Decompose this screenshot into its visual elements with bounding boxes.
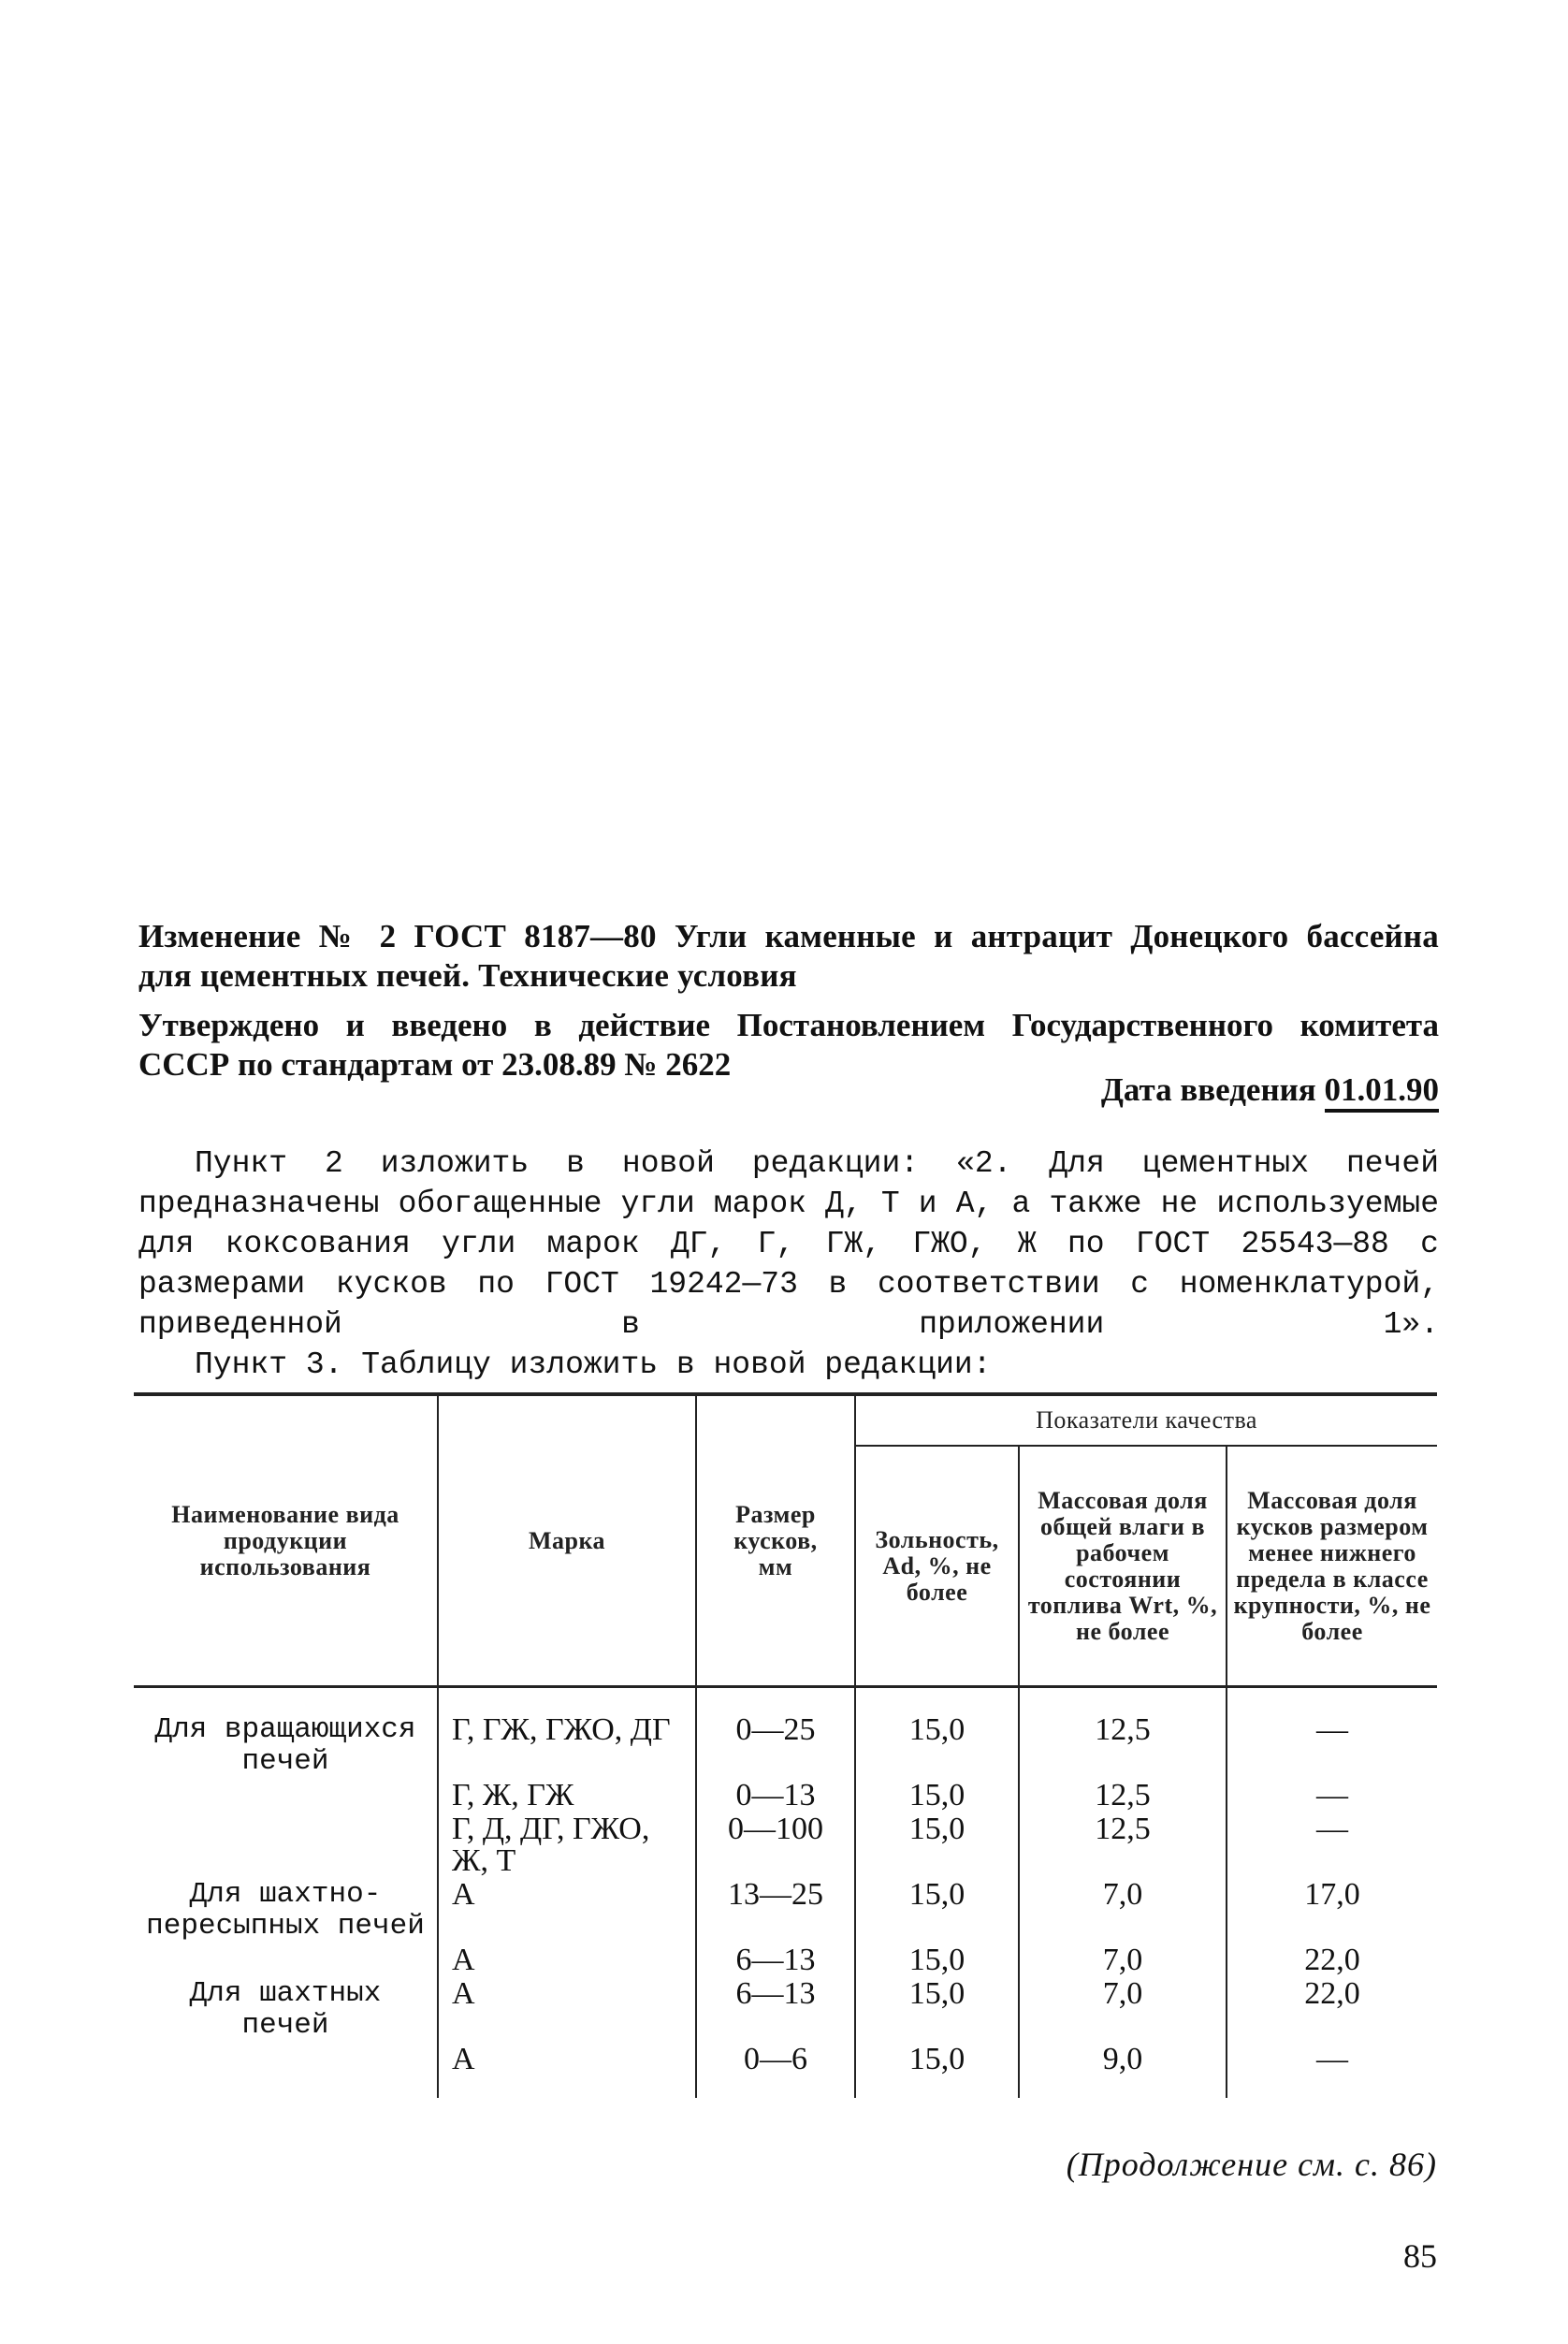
cell-product-type	[134, 2042, 438, 2098]
cell-size: 6—13	[696, 1976, 855, 2042]
cell-moisture: 7,0	[1019, 1877, 1227, 1943]
quality-table	[134, 1392, 1437, 2098]
cell-mark: Г, ГЖ, ГЖО, ДГ	[438, 1687, 696, 1779]
header-size: Размер кусков, мм	[696, 1394, 855, 1687]
title-line-2: для цементных печей. Технические условия	[138, 957, 797, 994]
cell-product-type: Для шахтных печей	[189, 1977, 382, 2042]
cell-product-type	[134, 1812, 438, 1877]
cell-moisture: 12,5	[1019, 1687, 1227, 1779]
cell-fraction: —	[1227, 1812, 1437, 1877]
cell-fraction: 22,0	[1227, 1976, 1437, 2042]
cell-size: 6—13	[696, 1943, 855, 1976]
continuation-note: (Продолжение см. с. 86)	[1066, 2146, 1437, 2183]
cell-fraction: —	[1227, 1687, 1437, 1779]
cell-size: 0—25	[696, 1687, 855, 1779]
cell-fraction: —	[1227, 1778, 1437, 1812]
table-body	[134, 1687, 1437, 2099]
cell-size: 0—100	[696, 1812, 855, 1877]
table-row	[134, 1687, 1437, 1779]
cell-size: 0—13	[696, 1778, 855, 1812]
cell-ash: 15,0	[855, 1976, 1019, 2042]
cell-mark: А	[438, 1943, 696, 1976]
cell-size: 13—25	[696, 1877, 855, 1943]
table-row	[134, 2042, 1437, 2098]
cell-ash: 15,0	[855, 2042, 1019, 2098]
effective-date-label: Дата введения	[1100, 1071, 1316, 1108]
cell-ash: 15,0	[855, 1687, 1019, 1779]
header-mark: Марка	[438, 1394, 696, 1687]
cell-product-type: Для вращающихся печей	[154, 1713, 416, 1778]
cell-ash: 15,0	[855, 1812, 1019, 1877]
approval-line-1: Утверждено и введено в действие Постановлением Государственного комитета	[138, 1007, 1439, 1043]
cell-fraction: 17,0	[1227, 1877, 1437, 1943]
cell-mark: Г, Ж, ГЖ	[438, 1778, 696, 1812]
header-quality-indicators: Показатели качества	[855, 1394, 1437, 1446]
cell-product-type	[134, 1943, 438, 1976]
effective-date-value: 01.01.90	[1325, 1071, 1440, 1113]
table-row	[134, 1943, 1437, 1976]
cell-mark: А	[438, 2042, 696, 2098]
header-fraction: Массовая доля кусков размером менее нижнего предела в классе крупности, %, не более	[1227, 1446, 1437, 1687]
header-product-type: Наименование вида продукции использования	[134, 1394, 438, 1687]
title-line-1: Изменение № 2 ГОСТ 8187—80 Угли каменные и антрацит Донецкого бассейна	[138, 918, 1439, 954]
cell-mark: Г, Д, ДГ, ГЖО, Ж, Т	[438, 1812, 696, 1877]
cell-fraction: —	[1227, 2042, 1437, 2098]
cell-fraction: 22,0	[1227, 1943, 1437, 1976]
cell-size: 0—6	[696, 2042, 855, 2098]
cell-product-type	[134, 1778, 438, 1812]
cell-mark: А	[438, 1877, 696, 1943]
cell-ash: 15,0	[855, 1877, 1019, 1943]
table-row	[134, 1976, 1437, 2042]
cell-moisture: 7,0	[1019, 1943, 1227, 1976]
cell-moisture: 12,5	[1019, 1812, 1227, 1877]
cell-product-type: Для шахтно-пересыпных печей	[146, 1878, 425, 1943]
table-row	[134, 1812, 1437, 1877]
cell-mark: А	[438, 1976, 696, 2042]
table-row	[134, 1877, 1437, 1943]
header-moisture: Массовая доля общей влаги в рабочем состоянии топлива Wrt, %, не более	[1019, 1446, 1227, 1687]
header-ash	[855, 1446, 1019, 1687]
paragraph-point-3: Пункт 3. Таблицу изложить в новой редакции:	[195, 1347, 992, 1382]
effective-date	[1101, 1071, 1439, 1109]
paragraph-point-2: Пункт 2 изложить в новой редакции: «2. Для цементных печей предназначены обогащенные угли марок Д, Т и А, а также не используемые для коксования угли марок ДГ, Г, ГЖ, ГЖО, Ж по ГОСТ 25543—88 с размерами кусков по ГОСТ 19242—73 в соответствии с номенклатурой, приведенной в приложении 1».	[138, 1146, 1439, 1342]
cell-moisture: 12,5	[1019, 1778, 1227, 1812]
cell-moisture: 9,0	[1019, 2042, 1227, 2098]
approval-line-2: СССР по стандартам от 23.08.89 № 2622	[138, 1046, 732, 1083]
cell-ash: 15,0	[855, 1778, 1019, 1812]
cell-moisture: 7,0	[1019, 1976, 1227, 2042]
cell-ash: 15,0	[855, 1943, 1019, 1976]
header-ash-text: Зольность, Ad, %, не более	[875, 1525, 999, 1606]
body-text	[138, 1143, 1439, 1385]
table-row	[134, 1778, 1437, 1812]
amendment-title	[138, 917, 1439, 996]
page-number: 85	[1403, 2237, 1437, 2275]
